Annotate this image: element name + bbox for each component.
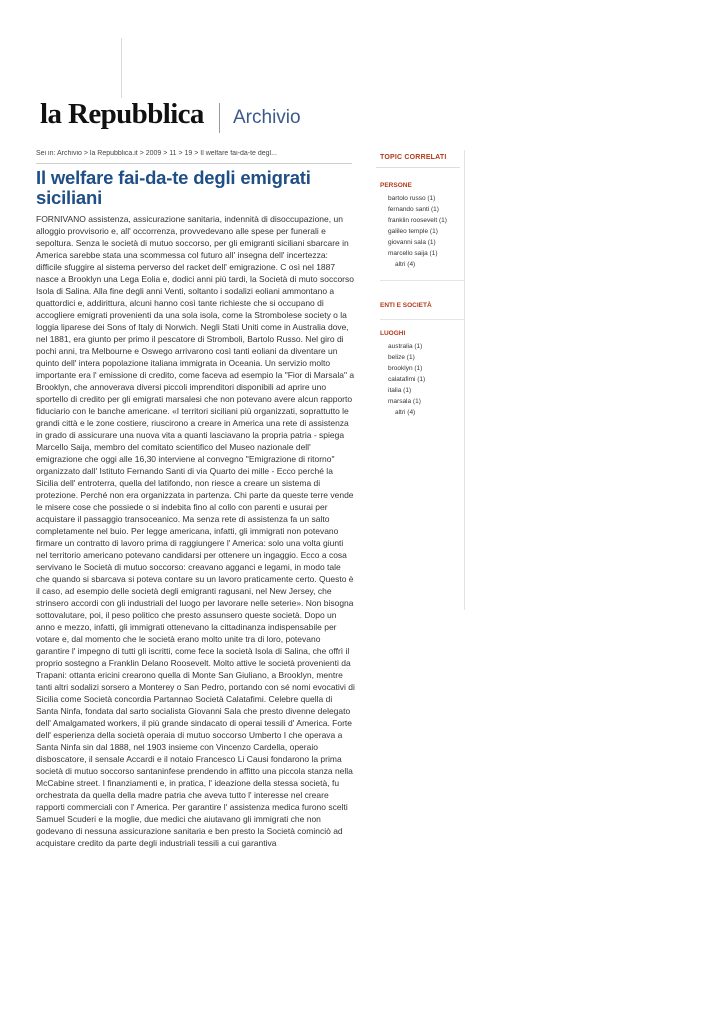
persone-more-link[interactable]: altri (4) — [395, 261, 416, 268]
enti-group — [380, 302, 464, 320]
persone-title: PERSONE — [380, 182, 412, 189]
logo-separator — [219, 103, 220, 133]
persone-item[interactable]: bartolo russo (1) — [388, 195, 436, 202]
persone-item[interactable]: franklin roosevelt (1) — [388, 217, 447, 224]
section-title-archivio[interactable]: Archivio — [233, 107, 301, 128]
persone-list — [380, 193, 464, 259]
luoghi-more-link[interactable]: altri (4) — [395, 409, 416, 416]
section-divider — [380, 280, 464, 281]
luoghi-item[interactable]: marsala (1) — [388, 398, 421, 405]
repubblica-logo[interactable]: la Repubblica — [40, 98, 204, 130]
luoghi-title: LUOGHI — [380, 330, 406, 337]
sidebar-heading-divider — [376, 167, 460, 168]
top-divider-line — [121, 38, 122, 98]
article-title: Il welfare fai-da-te degli emigrati siciliani — [36, 167, 311, 208]
breadcrumb[interactable]: Sei in: Archivio > la Repubblica.it > 2009 > 11 > 19 > Il welfare fai-da-te degl... — [36, 150, 277, 157]
topic-correlati-heading: TOPIC CORRELATI — [380, 154, 447, 161]
luoghi-item[interactable]: calatafimi (1) — [388, 376, 426, 383]
section-divider — [380, 319, 464, 320]
persone-item[interactable]: giovanni sala (1) — [388, 239, 436, 246]
luoghi-list — [380, 341, 464, 407]
enti-title: ENTI E SOCIETÀ — [380, 302, 432, 309]
luoghi-group — [380, 330, 464, 418]
persone-item[interactable]: marcello saija (1) — [388, 250, 438, 257]
persone-group — [380, 182, 464, 281]
luoghi-item[interactable]: italia (1) — [388, 387, 412, 394]
article-body: FORNIVANO assistenza, assicurazione sanitaria, indennità di disoccupazione, un alloggio provvisorio e, all' occorrenza, provvedevano alle spese per funerali e sepoltura. Senza le società di mutuo soccorso, per gli emigranti siciliani sbarcare in America sarebbe stata una scommessa col futuro all' insegna dell' incertezza: difficile sfuggire al sistema perverso del racket dell' emigrazione. C osì nel 1887 nasce a Brooklyn una Lega Eolia e, dodici anni più tardi, la Società di muto soccorso Isola di Salina. Alla fine degli anni Venti, soltanto i sodalizi eoliani ammontano a quattordici e, addirittura, alcuni hanno così tante richieste che si occupano di accogliere emigrati provenienti da una sola isola, come la Strombolese society o la loggia liparese dei Sons of Italy di Norwich. Negli Stati Uniti come in Australia dove, nel 1881, era giunto per primo il pescatore di Stromboli, Bartolo Russo. Nel giro di pochi anni, tra Melbourne e Oswego arrivarono così tanti eoliani da diventare un quinto dell' intera popolazione italiana immigrata in Oceania. Un servizio molto importante era l' emissione di credito, come faceva ad esempio la "Fior di Marsala" a Brooklyn, che annoverava diversi piccoli imprenditori disponibili ad aprire uno sportello di credito per gli emigrati marsalesi che non potevano avere alcun rapporto fiduciario con le banche americane. «I territori siciliani più organizzati, soprattutto le grandi città e le zone costiere, riuscirono a creare in America una rete di assistenza in grado di assicurare una nuova vita a quanti lasciavano la propria patria - spiega Marcello Saija, membro del comitato scientifico del Museo nazionale dell' emigrazione che oggi alle 16,30 interviene al convegno "Emigrazione di ritorno" organizzato dall' Istituto Fernando Santi di via Quarto dei mille - Ecco perché la Sicilia dell' entroterra, quella del latifondo, non riesce a creare un sistema di protezione. Perché non era organizzata in partenza. Chi parte da queste terre vende le misere cose che possiede o si indebita fino al collo con parenti e usurai per acquistare il passaggio transoceanico. Ma senza rete di assistenza fa un salto completamente nel buio. Per legge americana, infatti, gli immigrati non potevano firmare un contratto di lavoro prima di raggiungere l' America: solo una volta giunti nel territorio americano potevano candidarsi per ottenere un ingaggio. Ecco a cosa servivano le Società di mutuo soccorso: creavano agganci e legami, in modo tale che quando si sbarcava si poteva contare su un lavoro praticamente certo. Questo è il caso, ad esempio delle società degli emigranti ragusani, nel New Jersey, che strinsero accordi con gli industriali del luogo per lavorare nelle seterie». Non bisogna sottovalutare, poi, il peso politico che presto assunsero queste società. Dopo un anno e mezzo, infatti, gli immigrati ottenevano la cittadinanza indispensabile per votare e, dal momento che le società erano molto unite tra di loro, potevano garantire l' impegno di tutti gli iscritti, come fece la società Isola di Salina, che offrì il proprio sostegno a Franklin Delano Roosevelt. Molto attive le società provenienti da Trapani: ottanta ericini crearono quella di Monte San Giuliano, a Brooklyn, mentre tanti altri sodalizi sorsero a Monterey o San Pedro, portando con sé nomi evocativi di Sicilia come Società concordia Partannao Società Calatafimi. Celebre quella di Santa Ninfa, fondata dal sarto socialista Giovanni Sala che presto divenne delegato dell' Amalgamated workers, il più grande sindacato di operai tessili d' America. Forte dell' esperienza della società operaia di mutuo soccorso Umberto I che operava a Santa Ninfa sin dal 1888, nel 1903 insieme con Vincenzo Cardella, operaio disboscatore, il sensale Accardi e il notaio Francesco Li Causi fondarono la prima società di mutuo soccorso santaninfese prendendo in affitto una piccola stanza nella McCabine street. I finanziamenti e, in pratica, l' ideazione della stessa società, fu orchestrata da quella della madre patria che aveva tutto l' interesse nel creare rapporti commerciali con l' America. Per garantire l' assistenza medica furono scelti Samuel Scuderi e la moglie, due medici che aiutavano gli immigrati che non godevano di nessuna assicurazione sanitaria e ben presto la Società cominciò ad acquistare credito da parte degli industriali tessili a cui garantiva — [36, 214, 355, 848]
luoghi-item[interactable]: australia (1) — [388, 343, 423, 350]
persone-item[interactable]: fernando santi (1) — [388, 206, 439, 213]
luoghi-item[interactable]: belize (1) — [388, 354, 415, 361]
topic-sidebar — [372, 150, 465, 610]
luoghi-item[interactable]: brooklyn (1) — [388, 365, 423, 372]
breadcrumb-divider — [36, 163, 352, 164]
persone-item[interactable]: galileo temple (1) — [388, 228, 438, 235]
